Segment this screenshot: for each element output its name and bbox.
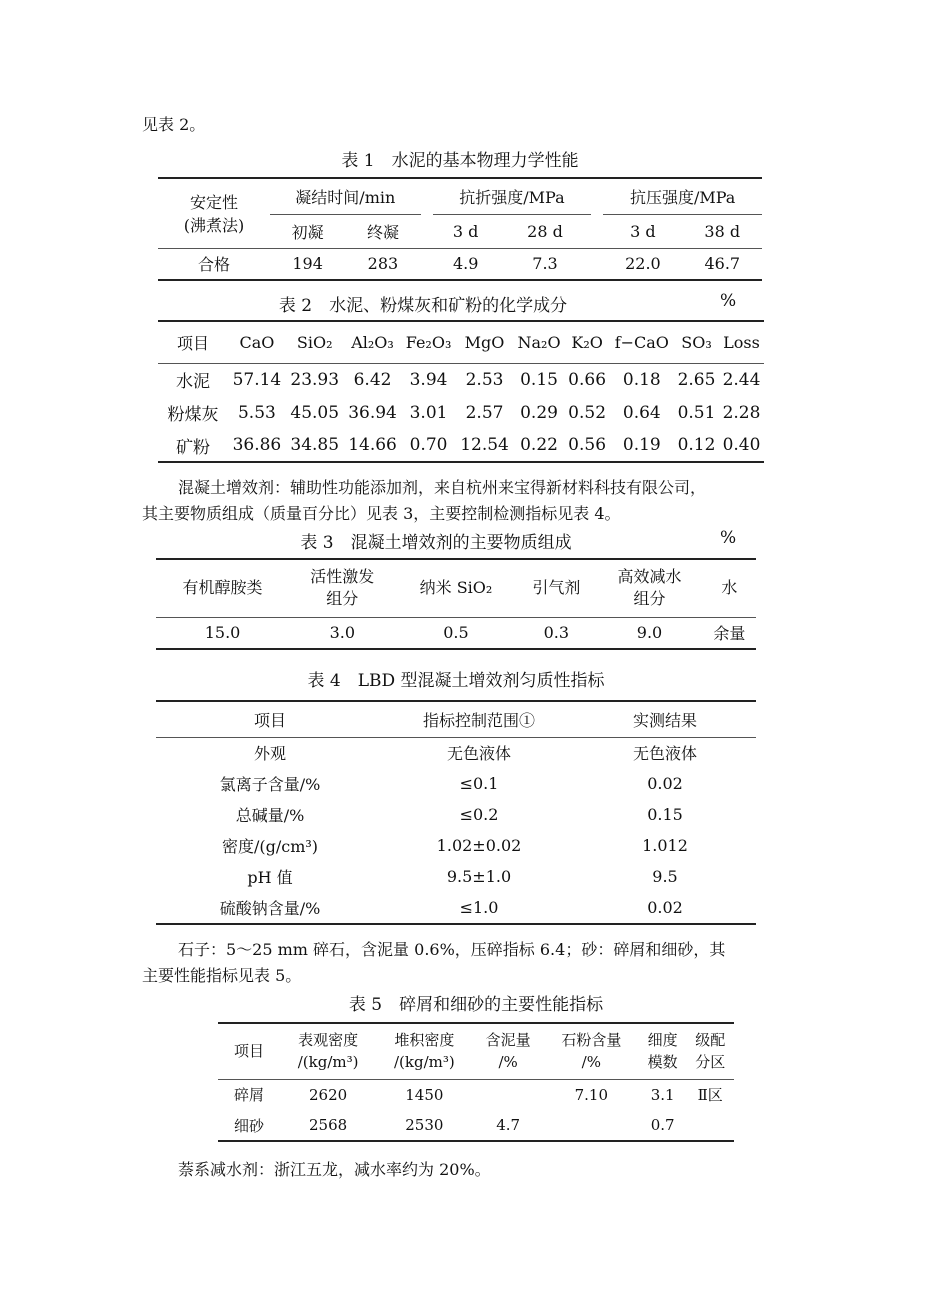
reducer-paragraph: 萘系减水剂：浙江五龙，减水率约为 20%。 (178, 1160, 491, 1179)
table2-cell: 6.42 (353, 369, 392, 390)
table5-cell: 碎屑 (233, 1086, 264, 1105)
table5-header (280, 1023, 376, 1079)
table2-cell: 23.93 (290, 369, 340, 390)
table-row (158, 363, 764, 396)
table2-cell: 36.94 (348, 402, 397, 423)
table4-cell: 0.15 (647, 805, 683, 824)
table2-cell: 0.64 (622, 402, 661, 423)
table4-cell: 硫酸钠含量/% (219, 899, 321, 918)
table-row (156, 737, 756, 768)
table3-cell: 0.5 (443, 623, 469, 643)
table2-header: f−CaO (614, 332, 669, 352)
table2-cell: 0.19 (622, 435, 661, 455)
table-row (156, 892, 756, 924)
table1-setting-header: 凝结时间/min (270, 178, 421, 214)
table1-cell: 194 (292, 254, 323, 274)
table2-cell: 0.51 (677, 402, 716, 423)
table1-stability-method: (沸煮法) (183, 216, 245, 236)
table5-cell: 0.7 (650, 1116, 675, 1134)
table4-cell: 外观 (253, 744, 286, 764)
table2-cell: 0.15 (520, 369, 558, 390)
table4-cell: ≤0.2 (459, 805, 499, 824)
table2-header: MgO (464, 332, 505, 352)
table5-header-text: 堆积密度 (394, 1031, 455, 1050)
table3-header (516, 559, 596, 617)
table1-caption: 表 1 水泥的基本物理力学性能 (341, 151, 579, 171)
table1-sub-header: 3 d (630, 221, 656, 241)
table5-header-text: 模数 (647, 1053, 678, 1072)
table2-cell: 45.05 (290, 402, 340, 423)
table1-sub-header: 3 d (452, 221, 479, 241)
table5-header (686, 1023, 734, 1079)
table2-cell: 水泥 (176, 372, 210, 393)
table1-cell: 46.7 (704, 254, 741, 274)
table1-cell: 合格 (197, 255, 230, 275)
table2-cell: 2.57 (465, 402, 504, 423)
table3-header (703, 559, 756, 617)
table2-cell: 矿粉 (176, 437, 210, 458)
aggregate-paragraph-line1: 石子：5～25 mm 碎石，含泥量 0.6%，压碎指标 6.4；砂：碎屑和细砂，其 (178, 940, 726, 959)
table4-cell: 9.5±1.0 (446, 867, 512, 886)
table1-flexural-header: 抗折强度/MPa (433, 178, 592, 214)
intro-line: 见表 2。 (142, 115, 206, 134)
table4-cell: 0.02 (647, 774, 683, 793)
table3-header-text: 组分 (326, 589, 359, 609)
table5-cell: 7.10 (574, 1085, 609, 1104)
table2-cell: 2.53 (465, 369, 504, 390)
table-row (156, 799, 756, 830)
table2-cell: 12.54 (460, 435, 509, 455)
table4-cell: 无色液体 (446, 744, 511, 764)
table2-cell: 3.01 (409, 402, 448, 423)
table4-cell: 总碱量/% (235, 806, 305, 825)
table5-header-text: /(kg/m³) (297, 1053, 359, 1072)
table3-header (156, 559, 289, 617)
table2-cell: 粉煤灰 (167, 405, 219, 425)
table3-cell: 9.0 (636, 623, 663, 643)
table2-unit: % (720, 291, 737, 311)
table3-cell: 15.0 (204, 623, 241, 643)
table2-cell: 2.44 (722, 369, 761, 390)
table4-cell: 0.02 (647, 898, 683, 917)
table4-cell: 1.02±0.02 (436, 836, 522, 855)
aggregate-paragraph-line2: 主要性能指标见表 5。 (142, 966, 302, 985)
table2-cell: 2.65 (677, 369, 716, 390)
table2-cell: 0.52 (568, 402, 607, 423)
table-row (156, 830, 756, 861)
table1-sub-header: 28 d (527, 221, 563, 241)
table5-cell (472, 1079, 543, 1110)
table5-cell: Ⅱ区 (697, 1086, 723, 1105)
table4-cell: pH 值 (247, 868, 293, 887)
table3-header-text: 活性激发 (310, 567, 375, 587)
table1-cell: 283 (367, 254, 399, 274)
table1-cell: 4.9 (452, 254, 479, 274)
table2-cell: 2.28 (722, 402, 761, 423)
table5-header-text: 分区 (695, 1053, 726, 1072)
admixture-paragraph-line1: 混凝土增效剂：辅助性功能添加剂，来自杭州来宝得新材料科技有限公司， (178, 478, 707, 497)
table3-header (596, 559, 702, 617)
table3-header-text: 有机醇胺类 (182, 578, 263, 598)
table1-stability-header (158, 178, 270, 248)
table5-header-text: /(kg/m³) (393, 1053, 455, 1072)
table2-caption: 表 2 水泥、粉煤灰和矿粉的化学成分 (278, 296, 568, 316)
table2-cell: 0.29 (520, 402, 558, 423)
table2-cell: 3.94 (409, 369, 448, 390)
table4-header: 指标控制范围① (422, 710, 535, 730)
table5-header (544, 1023, 639, 1079)
table4 (156, 700, 756, 925)
table5-cell: 3.1 (650, 1085, 675, 1104)
table-row (218, 1110, 734, 1141)
table4-cell: ≤0.1 (459, 774, 499, 793)
table4-cell: 无色液体 (632, 744, 697, 764)
table4-cell: 1.012 (642, 836, 688, 855)
table2-header: Loss (723, 332, 760, 352)
table4-header: 实测结果 (632, 710, 697, 730)
table5-caption: 表 5 碎屑和细砂的主要性能指标 (348, 995, 604, 1015)
table1-sub-header: 初凝 (291, 222, 324, 242)
table1-sub-header: 38 d (704, 221, 741, 241)
table5-header-text: 项目 (233, 1042, 264, 1061)
table3-cell: 3.0 (329, 623, 356, 643)
table4-cell: 氯离子含量/% (219, 775, 321, 794)
table5-header (218, 1023, 280, 1079)
table5-header-text: /% (581, 1053, 601, 1072)
table1-compressive-header: 抗压强度/MPa (603, 178, 762, 214)
table3-cell: 余量 (713, 624, 746, 644)
table1-cell: 7.3 (532, 254, 558, 274)
table-row (218, 1079, 734, 1110)
table2-cell: 34.85 (290, 435, 340, 455)
table5-cell: 2568 (309, 1116, 348, 1134)
table4-cell: ≤1.0 (459, 898, 499, 917)
table2-header: Al₂O₃ (351, 332, 394, 352)
table2-header: 项目 (176, 333, 209, 353)
table2-header: SO₃ (681, 332, 712, 352)
table5-cell: 2620 (309, 1085, 348, 1104)
table2-header: CaO (239, 332, 275, 352)
table3-header-text: 高效减水 (617, 567, 682, 587)
table1-sub-header: 终凝 (366, 222, 399, 242)
table5-cell (544, 1110, 639, 1141)
table5-header (376, 1023, 472, 1079)
table2-header: Fe₂O₃ (405, 332, 452, 352)
table3-header-text: 水 (721, 578, 738, 598)
table2-header: K₂O (571, 332, 603, 352)
table5-cell: 4.7 (496, 1116, 521, 1134)
table1 (158, 177, 762, 281)
table5 (218, 1022, 734, 1142)
table3-header-text: 纳米 SiO₂ (419, 578, 493, 598)
table5-cell: 细砂 (233, 1116, 264, 1135)
table2-cell: 0.22 (520, 435, 558, 455)
table2-cell: 36.86 (232, 435, 282, 455)
table-row (158, 396, 764, 429)
table2-header: Na₂O (517, 332, 561, 352)
table5-header-text: 含泥量 (485, 1031, 531, 1050)
table2-cell: 0.12 (677, 435, 716, 455)
table5-cell: 1450 (405, 1085, 444, 1104)
table2-header: SiO₂ (296, 332, 333, 352)
table4-caption: 表 4 LBD 型混凝土增效剂匀质性指标 (307, 671, 605, 691)
table5-header-text: 石粉含量 (561, 1031, 622, 1050)
table5-cell: 2530 (405, 1116, 444, 1134)
table5-header-text: /% (498, 1053, 518, 1072)
table2-cell: 14.66 (348, 435, 397, 455)
table3-header-text: 组分 (633, 589, 666, 609)
table4-cell: 9.5 (652, 867, 678, 886)
table3-unit: % (720, 528, 737, 548)
table2-cell: 5.53 (237, 402, 276, 423)
table2-cell: 57.14 (232, 369, 282, 390)
table5-header-text: 级配 (695, 1031, 726, 1050)
table3-header-text: 引气剂 (532, 578, 581, 598)
table1-stability-label: 安定性 (189, 193, 238, 213)
table4-header: 项目 (253, 710, 286, 730)
table5-header (639, 1023, 687, 1079)
table3-header (396, 559, 517, 617)
table2-cell: 0.18 (622, 369, 661, 390)
table5-header-text: 细度 (647, 1031, 678, 1050)
table2-cell: 0.66 (568, 369, 607, 390)
table5-cell (686, 1110, 734, 1141)
table-row (156, 768, 756, 799)
table2 (158, 320, 764, 463)
table4-cell: 密度/(g/cm³) (221, 837, 319, 856)
table5-header (472, 1023, 543, 1079)
table1-cell: 22.0 (625, 254, 661, 274)
table3-header (289, 559, 395, 617)
table-row (156, 861, 756, 892)
table3 (156, 558, 756, 650)
table2-cell: 0.70 (409, 435, 448, 455)
admixture-paragraph-line2: 其主要物质组成（质量百分比）见表 3，主要控制检测指标见表 4。 (142, 504, 621, 523)
table-row (158, 429, 764, 462)
table3-cell: 0.3 (543, 623, 570, 643)
table3-caption: 表 3 混凝土增效剂的主要物质组成 (300, 533, 572, 553)
table2-cell: 0.40 (722, 435, 761, 455)
table5-header-text: 表观密度 (298, 1031, 359, 1050)
table2-cell: 0.56 (568, 435, 607, 455)
